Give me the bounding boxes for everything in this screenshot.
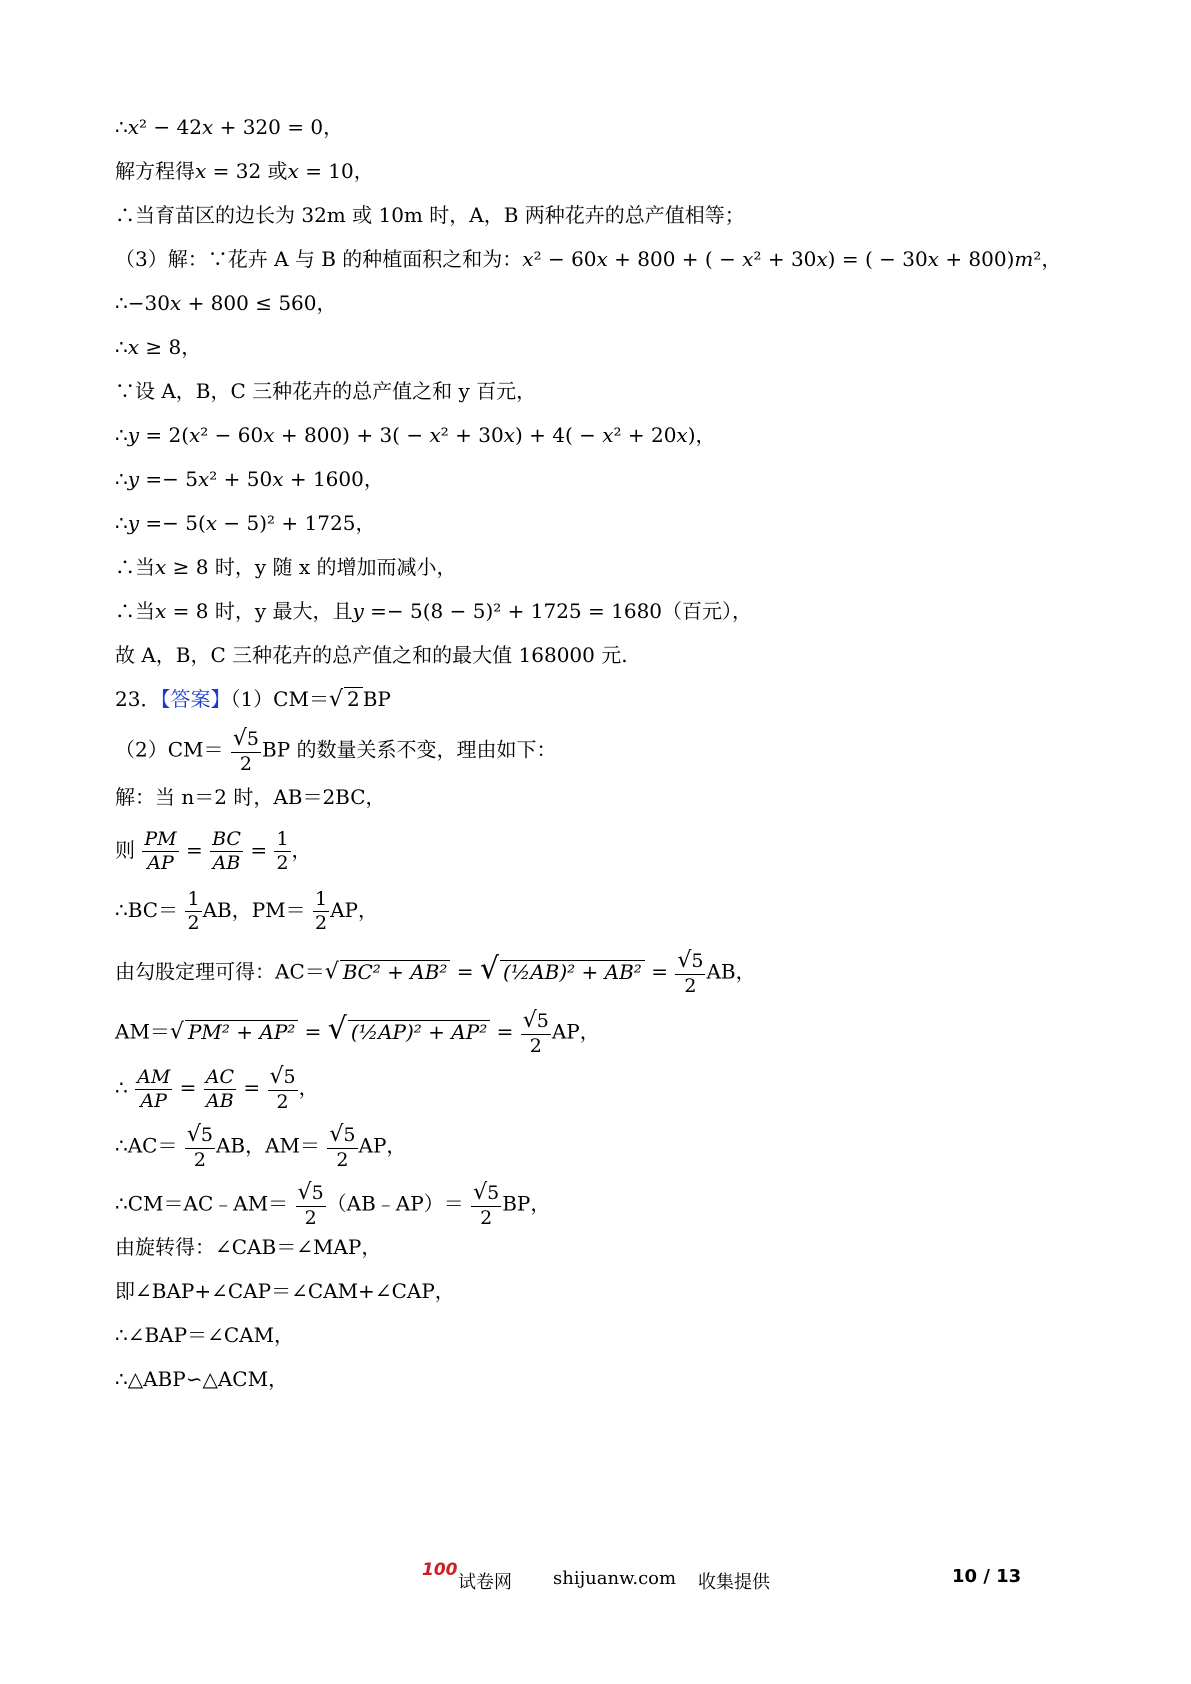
site-name-cn: 试卷网: [458, 1572, 512, 1593]
fraction-sqrt5-over-2: [521, 1010, 551, 1056]
text-seg: ∴BC＝: [115, 898, 179, 922]
fraction-sqrt5-over-2: [675, 950, 705, 996]
sqrt-icon: √: [186, 1122, 201, 1147]
denominator: 2: [684, 975, 697, 997]
sqrt-icon: √: [329, 1122, 344, 1147]
numerator: 1: [315, 888, 328, 910]
ratio-line: [115, 830, 312, 873]
eq-line-8: ∴𝑦 = 2(𝑥² − 60𝑥 + 800) + 3( − 𝑥² + 30𝑥) + 4( − 𝑥² + 20𝑥)，: [115, 423, 716, 447]
text-seg: AP，: [330, 898, 378, 922]
text-seg: BP，: [502, 1191, 551, 1216]
fraction-1-2: [274, 830, 290, 873]
ratio-prefix: 则: [115, 838, 135, 862]
sqrt-value: 2: [344, 687, 363, 710]
denominator: 2: [336, 1149, 349, 1171]
denominator: 2: [315, 912, 328, 934]
fraction-pm-ap: [142, 830, 178, 873]
denominator: 2: [529, 1035, 542, 1057]
fraction-sqrt5-over-2: [471, 1182, 501, 1228]
sqrt-icon: √: [232, 726, 247, 751]
site-url[interactable]: shijuanw.com: [553, 1568, 677, 1589]
site-logo: 100: [422, 1560, 458, 1580]
numerator: 5: [487, 1182, 500, 1204]
text-line-24: 由旋转得：∠CAB＝∠MAP，: [115, 1235, 382, 1259]
comma: ，: [298, 1075, 319, 1100]
text-seg: AB，: [706, 959, 756, 984]
denominator: 2: [276, 852, 289, 874]
radicand: (½𝐴𝑃)² + 𝐴𝑃²: [348, 1020, 490, 1043]
eq-line-1: ∴𝑥² − 42𝑥 + 320 = 0，: [115, 115, 344, 139]
denominator: AB: [206, 1089, 234, 1112]
numerator: 1: [276, 828, 289, 850]
sqrt-icon: √: [269, 1064, 284, 1089]
text-line-25: 即∠BAP+∠CAP＝∠CAM+∠CAP，: [115, 1279, 455, 1303]
text-seg: ∴CM＝AC﹣AM＝: [115, 1191, 289, 1216]
eq-line-2: 解方程得𝑥 = 32 或𝑥 = 10，: [115, 159, 374, 183]
eq-line-5: ∴−30𝑥 + 800 ≤ 560，: [115, 291, 337, 315]
sqrt-icon: √: [297, 1180, 312, 1205]
equals: =: [304, 1019, 322, 1044]
denominator: 2: [480, 1207, 493, 1229]
cm-line: [115, 1182, 550, 1228]
numerator: 5: [283, 1066, 296, 1088]
numerator: 5: [246, 728, 259, 750]
fraction-am-ap: [135, 1065, 172, 1112]
text-seg: 由勾股定理可得：AC＝: [115, 959, 325, 984]
answer-tag: 【答案】: [160, 687, 231, 711]
text-line-26: ∴∠BAP＝∠CAM，: [115, 1323, 295, 1347]
numerator: 5: [691, 950, 704, 972]
text-line-13: 故 A，B，C 三种花卉的总产值之和的最大值 168000 元.: [115, 643, 628, 667]
text-line-16: 解：当 n＝2 时，AB＝2BC，: [115, 785, 386, 809]
denominator: 2: [193, 1149, 206, 1171]
numerator: BC: [212, 828, 241, 850]
fraction-sqrt5-over-2: [327, 1124, 357, 1170]
sqrt-icon: √: [522, 1008, 537, 1033]
equals: =: [651, 959, 668, 984]
denominator: 2: [239, 753, 252, 775]
answer-tail: BP: [362, 687, 391, 711]
numerator: 5: [536, 1010, 549, 1032]
fraction-1-2: [313, 890, 329, 933]
page-number: 10 / 13: [952, 1566, 1022, 1587]
numerator: AM: [137, 1065, 171, 1088]
text-line-11: ∴当𝑥 ≥ 8 时，y 随 x 的增加而减小，: [115, 555, 457, 579]
text-line-7: ∵设 A，B，C 三种花卉的总产值之和 y 百元，: [115, 379, 537, 403]
ac-pythagoras-line: [115, 950, 756, 996]
text-seg: AP，: [551, 1019, 600, 1044]
sqrt-icon: √: [677, 948, 692, 973]
bc-pm-line: [115, 890, 378, 933]
denominator: 2: [276, 1091, 289, 1113]
text-seg: AB，PM＝: [202, 898, 306, 922]
text-seg: AM＝: [115, 1019, 170, 1044]
answer-text: （1）CM＝: [230, 687, 329, 711]
numerator: PM: [144, 828, 177, 850]
eq-line-9: ∴𝑦 =− 5𝑥² + 50𝑥 + 1600，: [115, 467, 384, 491]
provider-text: 收集提供: [698, 1572, 770, 1593]
text-seg: ∴: [115, 1075, 128, 1100]
denominator: AP: [147, 852, 174, 874]
ac-am-line: [115, 1124, 406, 1170]
fraction-sqrt5-over-2: [268, 1066, 298, 1112]
text-seg: AP，: [358, 1133, 407, 1158]
text-line-3: ∴当育苗区的边长为 32m 或 10m 时，A，B 两种花卉的总产值相等；: [115, 203, 745, 227]
denominator: 2: [187, 912, 200, 934]
text-seg: ∴AC＝: [115, 1133, 178, 1158]
am-pythagoras-line: [115, 1010, 600, 1056]
part-2-line: [115, 728, 557, 774]
numerator: 5: [200, 1124, 213, 1146]
sqrt-icon: √: [479, 951, 500, 987]
equals: =: [185, 838, 203, 862]
sqrt-icon: √: [327, 1011, 347, 1047]
fraction-ac-ab: [204, 1065, 236, 1112]
fraction-bc-ab: [210, 830, 243, 873]
numerator: 1: [187, 888, 200, 910]
text-line-12: ∴当𝑥 = 8 时，y 最大，且𝑦 =− 5(8 − 5)² + 1725 = 1680（百元），: [115, 599, 753, 623]
answer-23-line: [115, 684, 391, 715]
equals: =: [496, 1019, 514, 1044]
denominator: AB: [212, 852, 241, 874]
eq-line-10: ∴𝑦 =− 5(𝑥 − 5)² + 1725，: [115, 511, 376, 535]
denominator: 2: [304, 1207, 317, 1229]
equals: =: [179, 1075, 197, 1100]
question-number: 23．: [115, 687, 161, 711]
text-seg: （AB﹣AP）＝: [326, 1191, 464, 1216]
equals: =: [243, 1075, 261, 1100]
radicand: 𝐵𝐶² + 𝐴𝐵²: [340, 960, 451, 983]
part-2-prefix: （2）CM＝: [115, 737, 224, 762]
sqrt-icon: √: [169, 1019, 184, 1045]
sqrt-icon: √: [328, 687, 343, 712]
part-2-tail: BP 的数量关系不变，理由如下：: [262, 737, 557, 762]
eq-line-6: ∴𝑥 ≥ 8，: [115, 335, 202, 359]
sqrt-icon: √: [324, 959, 339, 985]
equals: =: [456, 959, 474, 984]
numerator: 5: [311, 1182, 324, 1204]
sqrt-icon: √: [473, 1180, 488, 1205]
equals: =: [250, 838, 268, 862]
text-line-4: （3）解：∵花卉 A 与 B 的种植面积之和为：𝑥² − 60𝑥 + 800 + ( − 𝑥² + 30𝑥) = ( − 30𝑥 + 800)𝑚²，: [115, 247, 1062, 271]
am-ap-ratio-line: [115, 1066, 319, 1112]
comma: ，: [291, 838, 312, 862]
fraction-1-2: [185, 890, 201, 933]
text-line-27: ∴△ABP∽△ACM，: [115, 1367, 289, 1391]
radicand: (½𝐴𝐵)² + 𝐴𝐵²: [500, 960, 645, 983]
denominator: AP: [140, 1089, 167, 1112]
fraction-sqrt5-over-2: [231, 728, 261, 774]
fraction-sqrt5-over-2: [296, 1182, 326, 1228]
text-seg: AB，AM＝: [215, 1133, 321, 1158]
fraction-sqrt5-over-2: [185, 1124, 215, 1170]
numerator: AC: [205, 1065, 235, 1088]
numerator: 5: [343, 1124, 356, 1146]
radicand: 𝑃𝑀² + 𝐴𝑃²: [185, 1020, 298, 1043]
